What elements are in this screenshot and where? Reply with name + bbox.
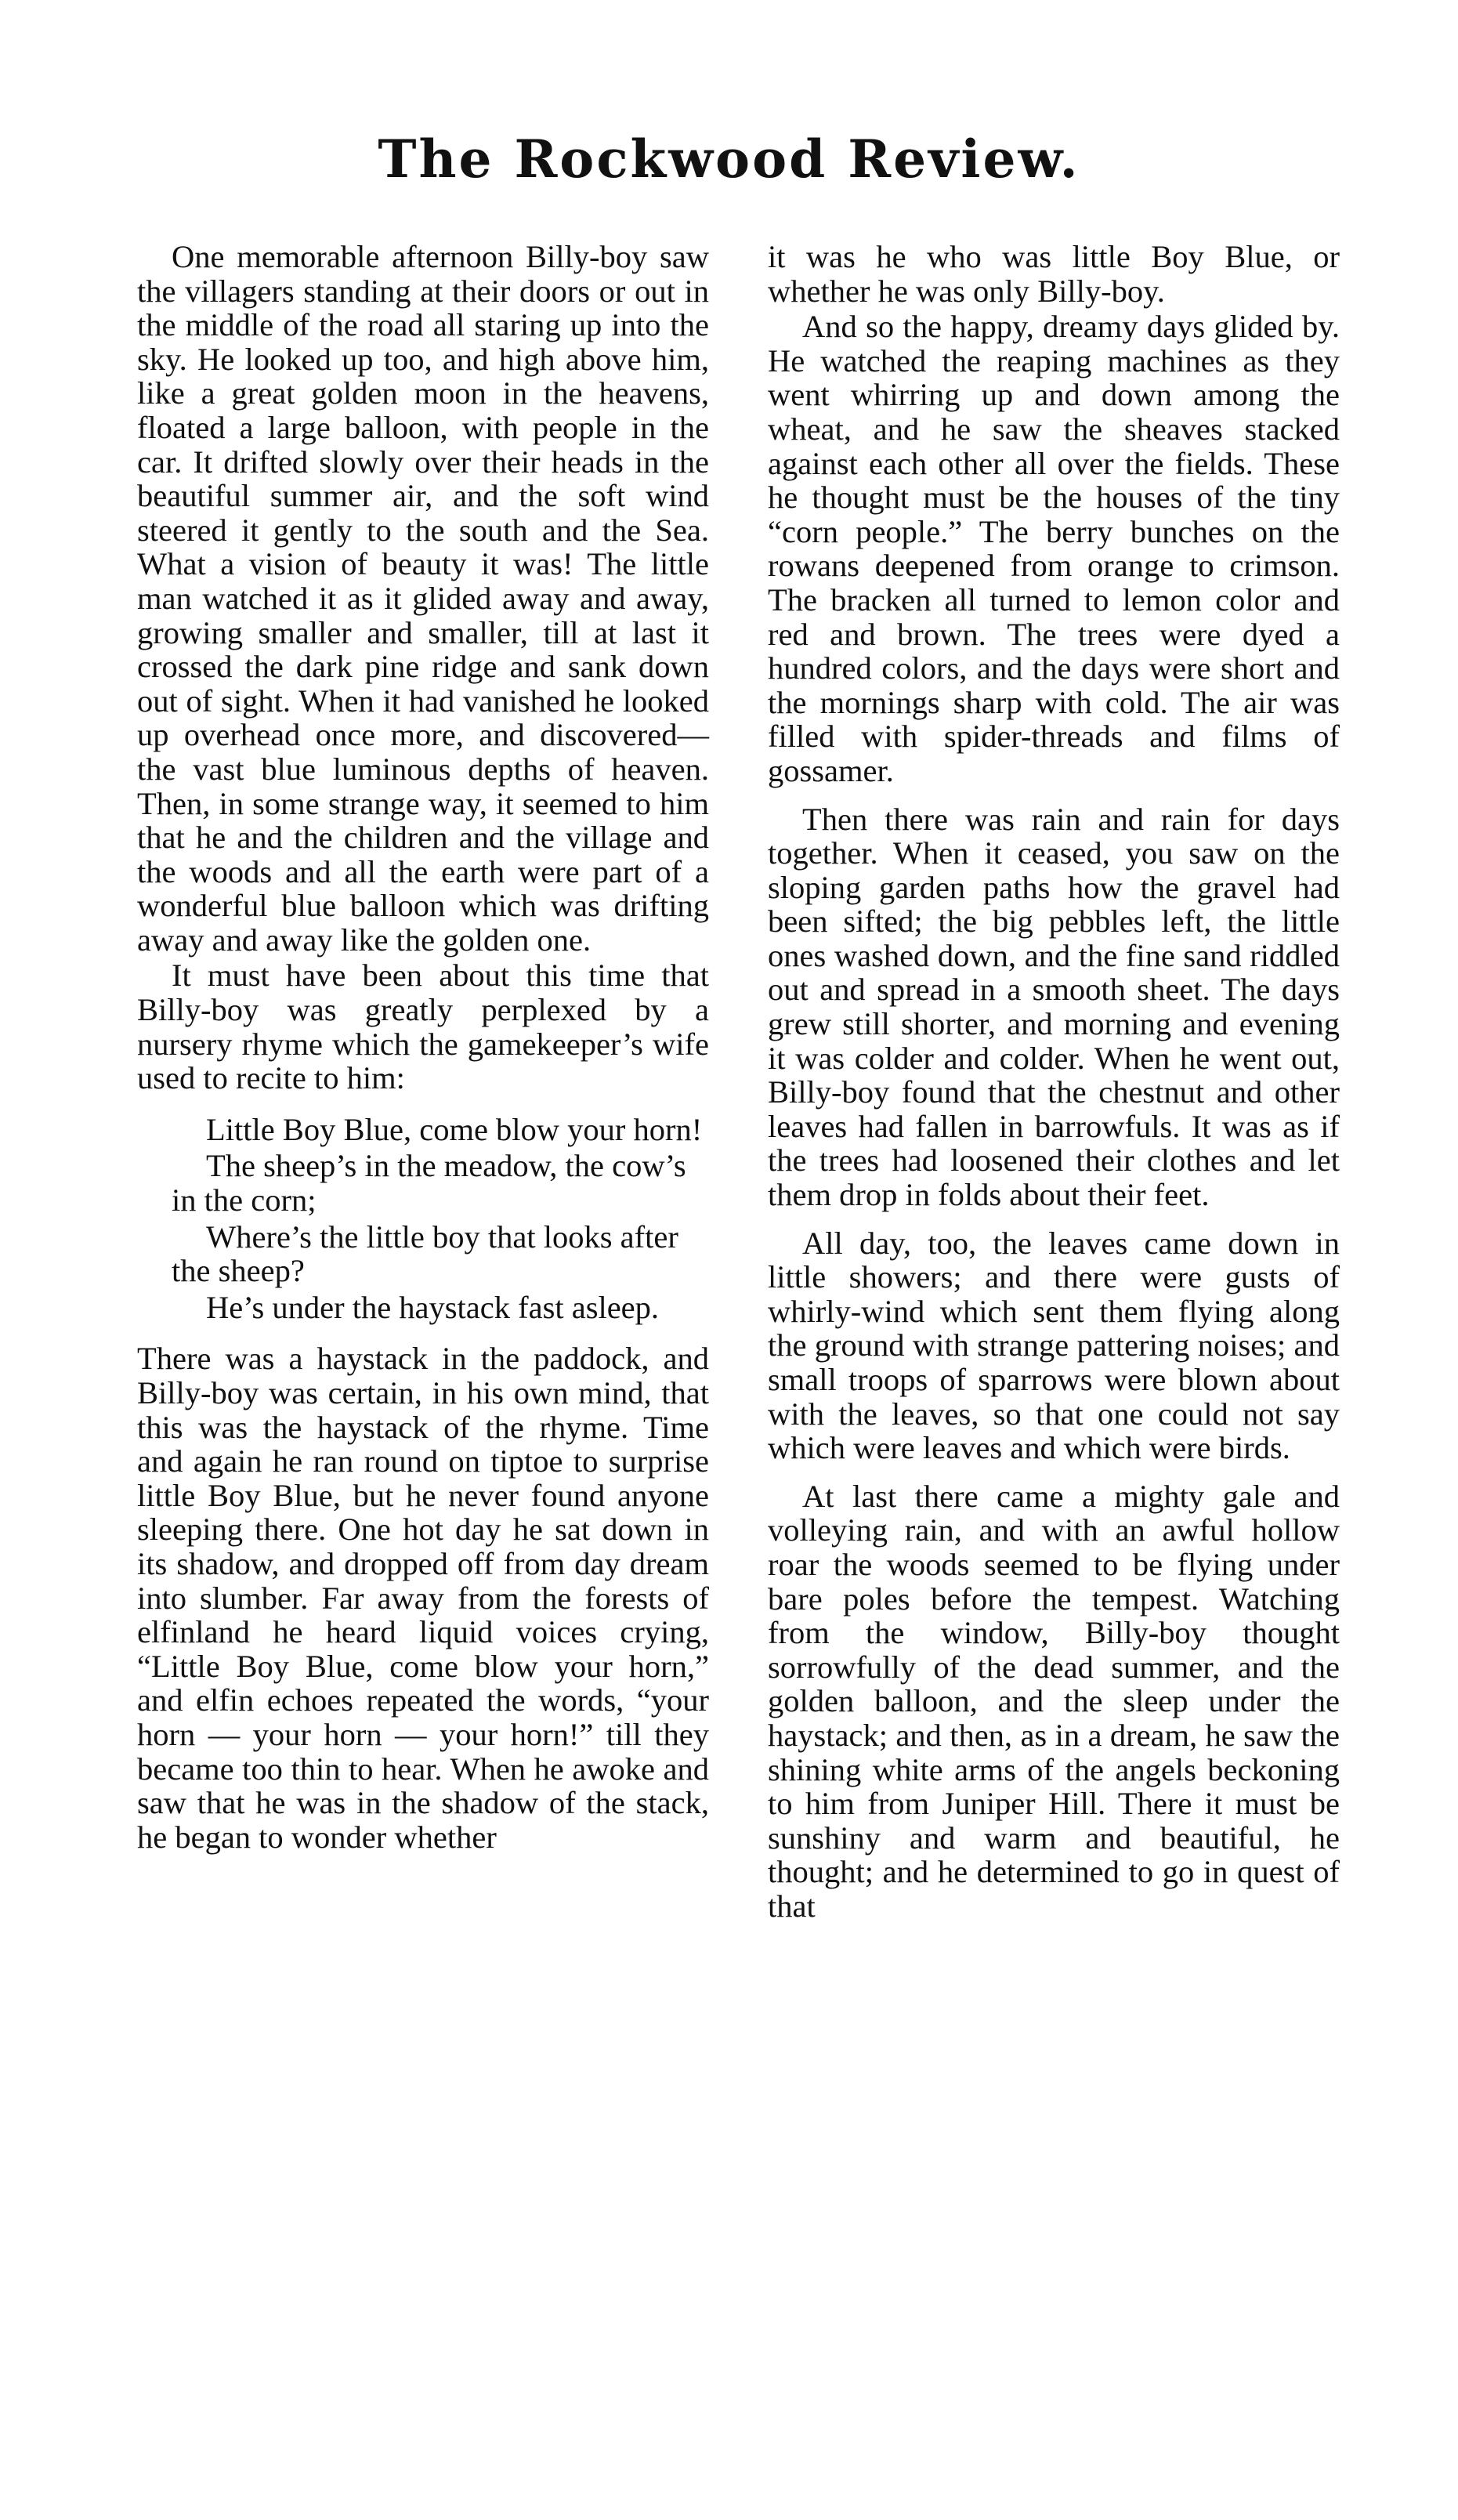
left-column [137, 240, 709, 1854]
verse-line: He’s under the haystack fast asleep. [206, 1289, 660, 1325]
paragraph: All day, too, the leaves came down in little showers; and there were gusts of whirly-wind which sent them flying along the ground with strange pattering noises; and small troops of sparrows were blown about with the leaves, so that one could not say which were leaves and which were birds. [768, 1225, 1340, 1466]
paragraph: And so the happy, dreamy days glided by. He watched the reaping machines as they went whirring up and down among the wheat, and he saw the sheaves stacked against each other all over the fields. These he thought must be the houses of the tiny “corn people.” The berry bunches on the rowans deepened from orange to crimson. The bracken all turned to lemon color and red and brown. The trees were dyed a hundred colors, and the days were short and the mornings sharp with cold. The air was filled with spider-threads and films of gossamer. [768, 309, 1340, 788]
paragraph: Then there was rain and rain for days together. When it ceased, you saw on the sloping garden paths how the gravel had been sifted; the big pebbles left, the little ones washed down, and the fine sand riddled out and spread in a smooth sheet. The days grew still shorter, and morning and evening it was colder and colder. When he went out, Billy-boy found that the chestnut and other leaves had fallen in barrowfuls. It was as if the trees had loosened their clothes and let them drop in folds about their feet. [768, 801, 1340, 1213]
verse-line: The sheep’s in the meadow, the cow’s in the corn; [172, 1148, 686, 1218]
paragraph: One memorable afternoon Billy-boy saw the villagers standing at their doors or out in the middle of the road all staring up into the sky. He looked up too, and high above him, like a great golden moon in the heavens, floated a large balloon, with people in the car. It drifted slowly over their heads in the beautiful summer air, and the soft wind steered it gently to the south and the Sea. What a vision of beauty it was! The little man watched it as it glided away and away, growing smaller and smaller, till at last it crossed the dark pine ridge and sank down out of sight. When it had vanished he looked up overhead once more, and discovered—the vast blue luminous depths of heaven. Then, in some strange way, it seemed to him that he and the children and the village and the woods and all the earth were part of a wonderful blue balloon which was drifting away and away like the golden one. [137, 239, 709, 958]
masthead-title: The Rockwood Review. [378, 129, 1080, 190]
verse-line: Where’s the little boy that looks after the sheep? [172, 1218, 678, 1289]
verse-line: Little Boy Blue, come blow your horn! [206, 1111, 703, 1147]
right-column [768, 240, 1340, 1924]
paragraph: It must have been about this time that Billy-boy was greatly perplexed by a nursery rhyme which the gamekeeper’s wife used to recite to him: [137, 958, 709, 1096]
paragraph: At last there came a mighty gale and volleying rain, and with an awful hollow roar the woods seemed to be flying under bare poles before the tempest. Watching from the window, Billy-boy thought sorrowfully of the dead summer, and the golden balloon, and the sleep under the haystack; and then, as in a dream, he saw the shining white arms of the angels beckoning to him from Juniper Hill. There it must be sunshiny and warm and beautiful, he thought; and he determined to go in quest of that [768, 1478, 1340, 1924]
paragraph: There was a haystack in the paddock, and Billy-boy was certain, in his own mind, that this was the haystack of the rhyme. Time and again he ran round on tiptoe to surprise little Boy Blue, but he never found anyone sleeping there. One hot day he sat down in its shadow, and dropped off from day dream into slumber. Far away from the forests of elfinland he heard liquid voices crying, “Little Boy Blue, come blow your horn,” and elfin echoes repeated the words, “your horn — your horn — your horn!” till they became too thin to hear. When he awoke and saw that he was in the shadow of the stack, he began to wonder whether [137, 1341, 709, 1855]
paragraph-continuation: it was he who was little Boy Blue, or whether he was only Billy-boy. [768, 239, 1340, 309]
nursery-rhyme [137, 1113, 709, 1325]
